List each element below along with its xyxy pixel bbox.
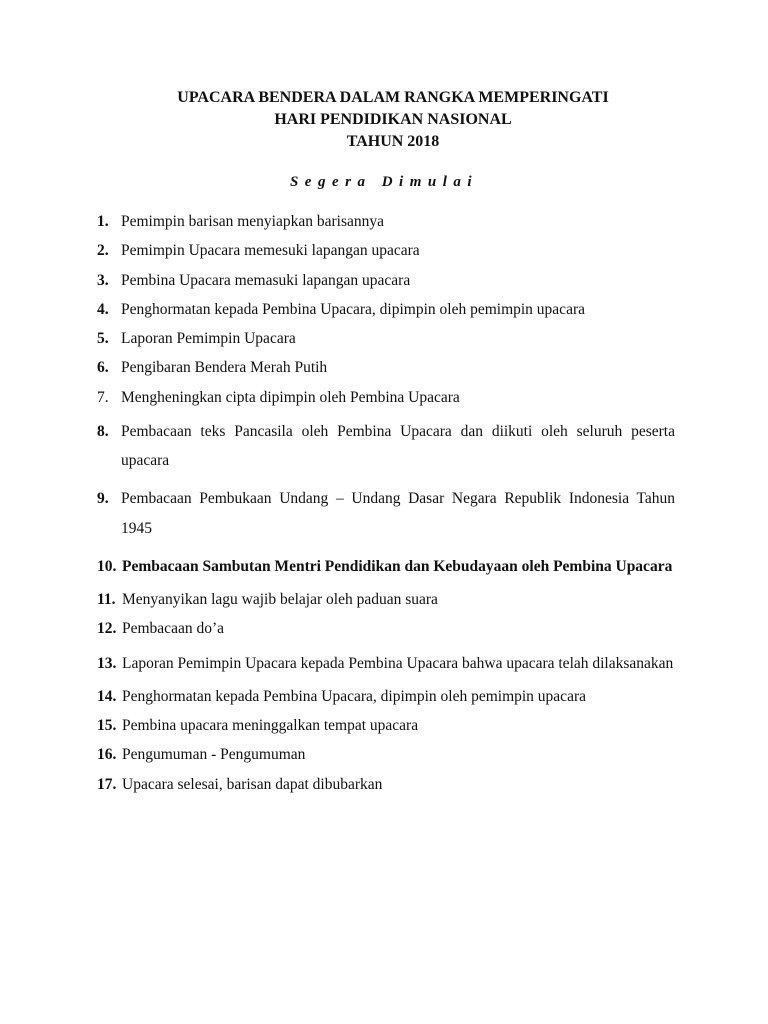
agenda-text: Pemimpin barisan menyiapkan barisannya — [121, 213, 385, 230]
agenda-number: 5. — [97, 330, 109, 348]
document-subtitle: Segera Dimulai — [289, 174, 479, 190]
agenda-number: 3. — [97, 271, 109, 289]
agenda-text: Pembacaan do’a — [122, 620, 224, 638]
agenda-text: Mengheningkan cipta dipimpin oleh Pembina Upacara — [121, 388, 460, 406]
agenda-number: 13. — [97, 654, 117, 672]
agenda-item-7 — [97, 388, 675, 409]
agenda-number: 2. — [97, 242, 109, 260]
agenda-number: 1. — [97, 213, 109, 230]
agenda-text: Pengumuman - Pengumuman — [122, 746, 306, 764]
agenda-item-6 — [97, 358, 675, 379]
agenda-text: Pembacaan Sambutan Mentri Pendidikan dan Kebudayaan oleh Pembina Upacara — [122, 557, 673, 575]
agenda-number: 7. — [97, 388, 109, 406]
agenda-number: 16. — [97, 746, 117, 764]
agenda-item-1 — [97, 212, 675, 233]
agenda-item-15 — [97, 716, 675, 737]
agenda-number: 6. — [97, 359, 109, 377]
title-line-2: HARI PENDIDIKAN NASIONAL — [274, 111, 512, 128]
document-title — [0, 87, 768, 153]
agenda-text: Menyanyikan lagu wajib belajar oleh paduan suara — [122, 591, 438, 609]
agenda-text: Laporan Pemimpin Upacara kepada Pembina Upacara bahwa upacara telah dilaksanakan — [122, 654, 674, 672]
agenda-number: 14. — [97, 687, 117, 705]
agenda-item-5 — [97, 329, 675, 350]
agenda-number: 11. — [97, 591, 116, 609]
agenda-number: 4. — [97, 300, 109, 318]
agenda-item-3 — [97, 271, 675, 292]
agenda-text: Pembacaan Pembukaan Undang – Undang Dasar Negara Republik Indonesia Tahun 1945 — [121, 490, 675, 537]
agenda-text: Penghormatan kepada Pembina Upacara, dipimpin oleh pemimpin upacara — [121, 300, 585, 318]
agenda-number: 12. — [97, 620, 117, 638]
title-line-1: UPACARA BENDERA DALAM RANGKA MEMPERINGATI — [177, 89, 609, 106]
agenda-item-17 — [97, 775, 675, 796]
agenda-number: 10. — [97, 557, 117, 575]
agenda-text: Pembina upacara meninggalkan tempat upacara — [122, 717, 419, 734]
agenda-item-12 — [97, 619, 675, 640]
agenda-text: Upacara selesai, barisan dapat dibubarkan — [122, 775, 383, 793]
agenda-item-2 — [97, 241, 675, 262]
agenda-list — [97, 212, 675, 804]
agenda-item-10 — [97, 552, 675, 581]
agenda-text: Laporan Pemimpin Upacara — [121, 330, 296, 348]
title-line-3: TAHUN 2018 — [346, 133, 440, 150]
agenda-item-9 — [97, 484, 675, 543]
agenda-item-16 — [97, 745, 675, 766]
agenda-number: 15. — [97, 717, 117, 734]
agenda-number: 9. — [97, 490, 109, 508]
agenda-text: Penghormatan kepada Pembina Upacara, dipimpin oleh pemimpin upacara — [122, 687, 586, 705]
agenda-item-4 — [97, 300, 675, 321]
agenda-number: 8. — [97, 422, 109, 440]
agenda-item-13 — [97, 649, 675, 678]
agenda-number: 17. — [97, 775, 117, 793]
agenda-text: Pemimpin Upacara memesuki lapangan upacara — [121, 242, 420, 260]
agenda-item-14 — [97, 687, 675, 708]
agenda-item-8 — [97, 417, 675, 476]
agenda-text: Pembina Upacara memasuki lapangan upacara — [121, 271, 411, 289]
agenda-text: Pembacaan teks Pancasila oleh Pembina Upacara dan diikuti oleh seluruh peserta upacara — [121, 422, 675, 470]
agenda-item-11 — [97, 590, 675, 611]
agenda-text: Pengibaran Bendera Merah Putih — [121, 359, 328, 377]
